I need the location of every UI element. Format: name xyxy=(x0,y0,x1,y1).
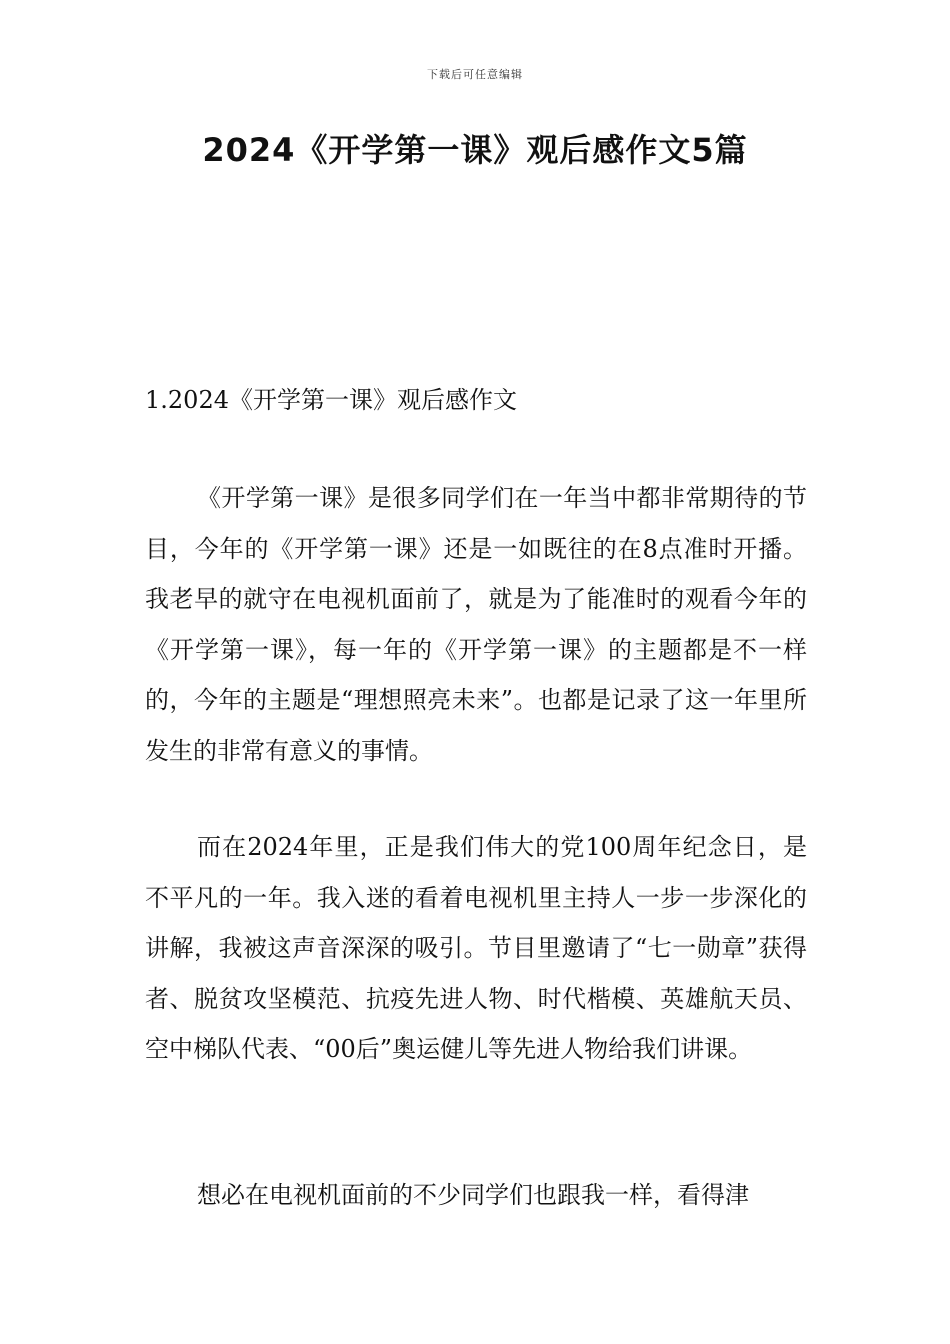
section-heading: 1.2024《开学第一课》观后感作文 xyxy=(145,386,517,414)
paragraph-3: 想必在电视机面前的不少同学们也跟我一样，看得津 xyxy=(197,1181,749,1209)
paragraph-2: 而在2024年里，正是我们伟大的党100周年纪念日，是不平凡的一年。我入迷的看着电视机里主持人一步一步深化的讲解，我被这声音深深的吸引。节目里邀请了“七一勋章”获得者、脱贫攻坚模范、抗疫先进人物、时代楷模、英雄航天员、空中梯队代表、“00后”奥运健儿等先进人物给我们讲课。 xyxy=(145,833,807,1063)
header-note: 下载后可任意编辑 xyxy=(427,68,523,81)
paragraph-1: 《开学第一课》是很多同学们在一年当中都非常期待的节目，今年的《开学第一课》还是一如既往的在8点准时开播。我老早的就守在电视机面前了，就是为了能准时的观看今年的《开学第一课》，每一年的《开学第一课》的主题都是不一样的，今年的主题是“理想照亮未来”。也都是记录了这一年里所发生的非常有意义的事情。 xyxy=(145,484,807,765)
document-title: 2024《开学第一课》观后感作文5篇 xyxy=(202,131,748,169)
